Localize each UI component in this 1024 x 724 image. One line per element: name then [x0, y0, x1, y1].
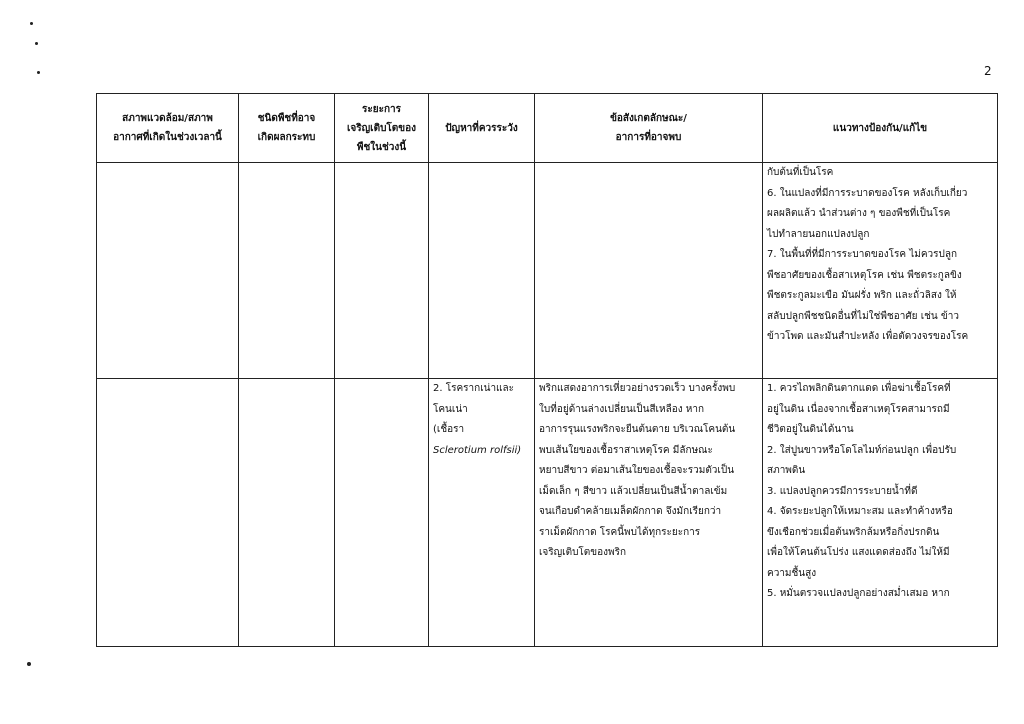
cell-growth-stage [335, 163, 429, 379]
cell-symptoms [535, 163, 763, 379]
scan-speck [35, 42, 38, 45]
scan-speck [27, 662, 31, 666]
text-line: 7. ในพื้นที่ที่มีการระบาดของโรค ไม่ควรปลูก [767, 249, 958, 260]
header-problem: ปัญหาที่ควรระวัง [429, 94, 535, 163]
text-line: ขึงเชือกช่วยเมื่อต้นพริกล้มหรือกิ่งปรกดิน [767, 526, 940, 538]
header-growth-stage: ระยะการ เจริญเติบโตของ พืชในช่วงนี้ [335, 94, 429, 163]
text-line: หยาบสีขาว ต่อมาเส้นใยของเชื้อจะรวมตัวเป็น [539, 465, 735, 477]
text-line: พริกแสดงอาการเหี่ยวอย่างรวดเร็ว บางครั้งพบ [539, 383, 736, 395]
cell-symptoms [535, 379, 763, 647]
text-line: 1. ควรไถพลิกดินตากแดด เพื่อฆ่าเชื้อโรคที่ [767, 383, 951, 395]
text-line: ไปทำลายนอกแปลงปลูก [767, 228, 870, 240]
cell-problem [429, 163, 535, 379]
text-line: พบเส้นใยของเชื้อราสาเหตุโรค มีลักษณะ [539, 444, 713, 456]
pathogen-name: Sclerotium rolfsii) [433, 444, 522, 456]
text-line: 6. ในแปลงที่มีการระบาดของโรค หลังเก็บเกี่ยว [767, 187, 968, 199]
text-line: เพื่อให้โคนต้นโปร่ง แสงแดดส่องถึง ไม่ให้มี [767, 547, 950, 559]
text-line: 5. หมั่นตรวจแปลงปลูกอย่างสม่ำเสมอ หาก [767, 588, 950, 600]
cell-prevention [763, 379, 998, 647]
text-line: 2. โรครากเน่าและ [433, 383, 515, 395]
text-line: พืชตระกูลมะเขือ มันฝรั่ง พริก และถั่วลิสง ให้ [767, 290, 957, 301]
text-line: พืชอาศัยของเชื้อสาเหตุโรค เช่น พืชตระกูลขิง [767, 269, 962, 281]
table-row [97, 379, 998, 647]
text-line: จนเกือบดำคล้ายเมล็ดผักกาด จึงมักเรียกว่า [539, 506, 722, 518]
cell-environment [97, 379, 239, 647]
cell-affected-crop [239, 163, 335, 379]
cell-problem [429, 379, 535, 647]
text-line: ข้าวโพด และมันสำปะหลัง เพื่อตัดวงจรของโรค [767, 331, 969, 342]
header-symptoms: ข้อสังเกตลักษณะ/ อาการที่อาจพบ [535, 94, 763, 163]
header-environment: สภาพแวดล้อม/สภาพ อากาศที่เกิดในช่วงเวลานี้ [97, 94, 239, 163]
cell-affected-crop [239, 379, 335, 647]
text-line: สภาพดิน [767, 465, 806, 477]
text-line: 4. จัดระยะปลูกให้เหมาะสม และทำค้างหรือ [767, 506, 953, 518]
text-line: ความชื้นสูง [767, 567, 817, 579]
table-row [97, 163, 998, 379]
text-line: อยู่ในดิน เนื่องจากเชื้อสาเหตุโรคสามารถมี [767, 403, 950, 415]
scan-speck [37, 71, 40, 74]
cell-prevention [763, 163, 998, 379]
text-line: โคนเน่า [433, 403, 468, 415]
text-line: ราเม็ดผักกาด โรคนี้พบได้ทุกระยะการ [539, 526, 701, 538]
header-prevention: แนวทางป้องกัน/แก้ไข [763, 94, 998, 163]
text-line: สลับปลูกพืชชนิดอื่นที่ไม่ใช่พืชอาศัย เช่น ข้าว [767, 310, 960, 322]
text-line: 3. แปลงปลูกควรมีการระบายน้ำที่ดี [767, 485, 918, 497]
text-line: ใบที่อยู่ด้านล่างเปลี่ยนเป็นสีเหลือง หาก [539, 403, 705, 415]
text-line: อาการรุนแรงพริกจะยืนต้นตาย บริเวณโคนต้น [539, 424, 736, 436]
disease-table [96, 93, 998, 647]
text-line: 2. ใส่ปูนขาวหรือโดโลไมท์ก่อนปลูก เพื่อปรับ [767, 444, 957, 456]
cell-environment [97, 163, 239, 379]
page-number: 2 [984, 64, 992, 78]
scan-speck [30, 22, 33, 25]
text-line: เจริญเติบโตของพริก [539, 547, 627, 559]
text-line: กับต้นที่เป็นโรค [767, 167, 834, 178]
header-affected-crop: ชนิดพืชที่อาจ เกิดผลกระทบ [239, 94, 335, 163]
text-line: เม็ดเล็ก ๆ สีขาว แล้วเปลี่ยนเป็นสีน้ำตาลเข้ม [539, 485, 728, 497]
cell-growth-stage [335, 379, 429, 647]
text-line: (เชื้อรา [433, 424, 465, 436]
text-line: ชีวิตอยู่ในดินได้นาน [767, 424, 854, 436]
text-line: ผลผลิตแล้ว นำส่วนต่าง ๆ ของพืชที่เป็นโรค [767, 208, 951, 219]
table-header-row [97, 94, 998, 163]
